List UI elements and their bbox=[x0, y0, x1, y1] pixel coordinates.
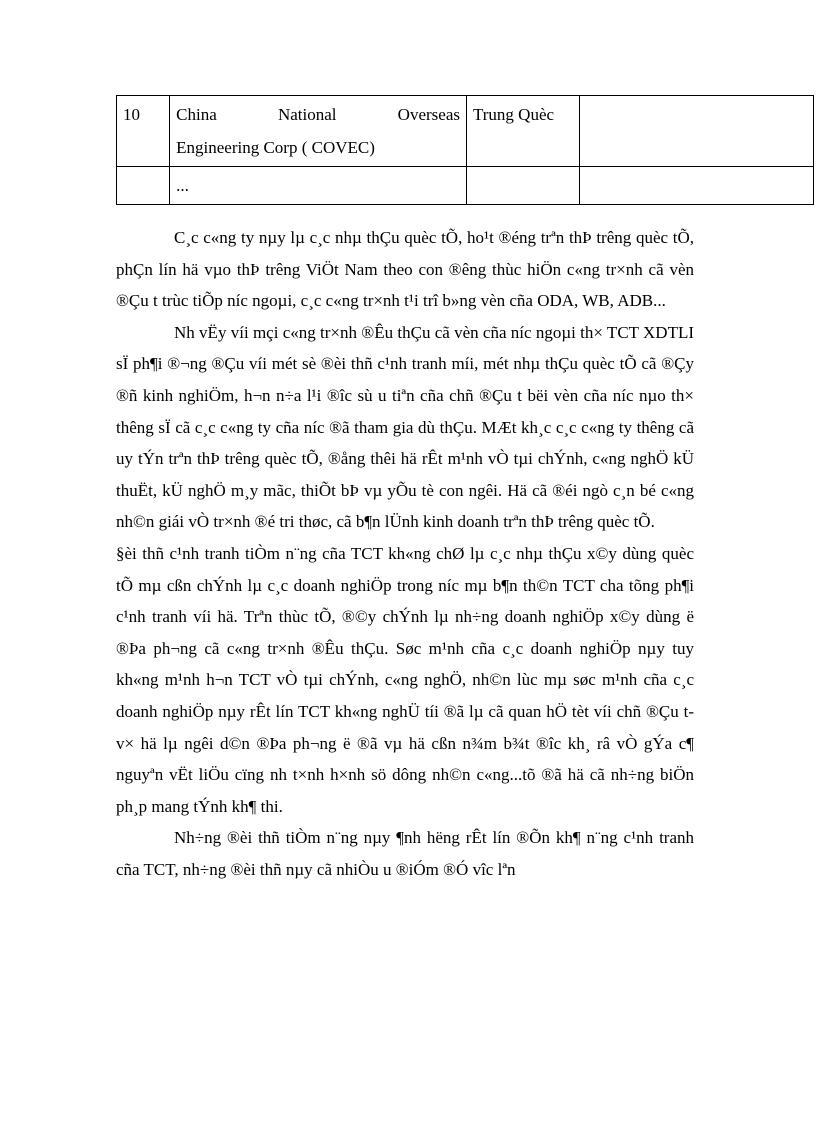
row-number-cell: 10 bbox=[117, 96, 170, 167]
extra-cell bbox=[580, 167, 814, 205]
company-name-cell bbox=[170, 96, 467, 167]
country-cell: Trung Quèc bbox=[466, 96, 579, 167]
company-name-cell bbox=[170, 167, 467, 205]
paragraph-1: C¸c c«ng ty nµy lµ c¸c nhµ thÇu quèc tÕ, ho¹t ®éng trªn thÞ trêng quèc tÕ, phÇn lín hä vµo thÞ trêng ViÖt Nam theo con ®êng thùc hiÖn c«ng tr×nh cã vèn ®Çu t trùc tiÕp níc ngoµi, c¸c c«ng tr×nh t¹i trî b»ng vèn cña ODA, WB, ADB... bbox=[116, 228, 694, 311]
company-name-word: China bbox=[176, 105, 217, 124]
company-name-word: Overseas bbox=[397, 105, 460, 124]
paragraph-3: §èi thñ c¹nh tranh tiÒm n¨ng cña TCT kh«ng chØ lµ c¸c nhµ thÇu x©y dùng quèc tÕ mµ cßn chÝnh lµ c¸c doanh nghiÖp trong níc mµ b¶n th©n TCT cha tõng ph¶i c¹nh tranh víi hä. Trªn thùc tÕ, ®©y chÝnh lµ nh÷ng doanh nghiÖp x©y dùng ë ®Þa ph¬ng cã c«ng tr×nh ®Êu thÇu. Søc m¹nh cña c¸c doanh nghiÖp nµy tuy kh«ng m¹nh h¬n TCT vÒ tµi chÝnh, c«ng nghÖ, nh©n lùc mµ søc m¹nh cña c¸c doanh nghiÖp nµy rÊt lín TCT kh«ng nghÜ tíi ®ã lµ cã quan hÖ tèt víi chñ ®Çu t v× hä lµ ngêi d©n ®Þa ph¬ng ë ®ã vµ hä cßn n¾m b¾t ®îc kh¸ râ vÒ gÝa c¶ nguyªn vËt liÖu cïng nh t×nh h×nh sö dông nh©n c«ng...tõ ®ã hä cã nh÷ng biÖn ph¸p mang tÝnh kh¶ thi. bbox=[116, 543, 694, 816]
body-text bbox=[116, 222, 694, 885]
table-row bbox=[117, 167, 814, 205]
contractor-table bbox=[116, 95, 814, 205]
extra-cell bbox=[580, 96, 814, 167]
row-number-cell bbox=[117, 167, 170, 205]
company-name-line2: Engineering Corp ( COVEC) bbox=[176, 138, 375, 157]
company-name-word: National bbox=[277, 105, 337, 124]
ellipsis-text: ... bbox=[176, 176, 189, 195]
paragraph-2: Nh vËy víi mçi c«ng tr×nh ®Êu thÇu cã vèn cña níc ngoµi th× TCT XDTLI sÏ ph¶i ®¬ng ®Çu víi mét sè ®èi thñ c¹nh tranh míi, mét nhµ thÇu quèc tÕ cã ®Çy ®ñ kinh nghiÖm, h¬n n÷a l¹i ®îc sù u tiªn cña chñ ®Çu t bëi vèn cña níc nµo th× thêng sÏ cã c¸c c«ng ty cña níc ®ã tham gia dù thÇu. MÆt kh¸c c¸c c«ng ty thêng cã uy tÝn trªn thÞ trêng quèc tÕ, ®ång thêi hä rÊt m¹nh vÒ tµi chÝnh, c«ng nghÖ kÜ thuËt, kÜ nghÖ m¸y mãc, thiÕt bÞ vµ yÕu tè con ngêi. Hä cã ®éi ngò c¸n bé c«ng nh©n giái vÒ tr×nh ®é tri thøc, cã b¶n lÜnh kinh doanh trªn thÞ trêng quèc tÕ. bbox=[116, 322, 694, 532]
company-name-line1 bbox=[176, 98, 460, 131]
table-row bbox=[117, 96, 814, 167]
country-cell bbox=[466, 167, 579, 205]
paragraph-4: Nh÷ng ®èi thñ tiÒm n¨ng nµy ¶nh hëng rÊt lín ®Õn kh¶ n¨ng c¹nh tranh cña TCT, nh÷ng ®èi thñ nµy cã nhiÒu u ®iÓm ®Ó vîc lªn bbox=[116, 828, 694, 879]
